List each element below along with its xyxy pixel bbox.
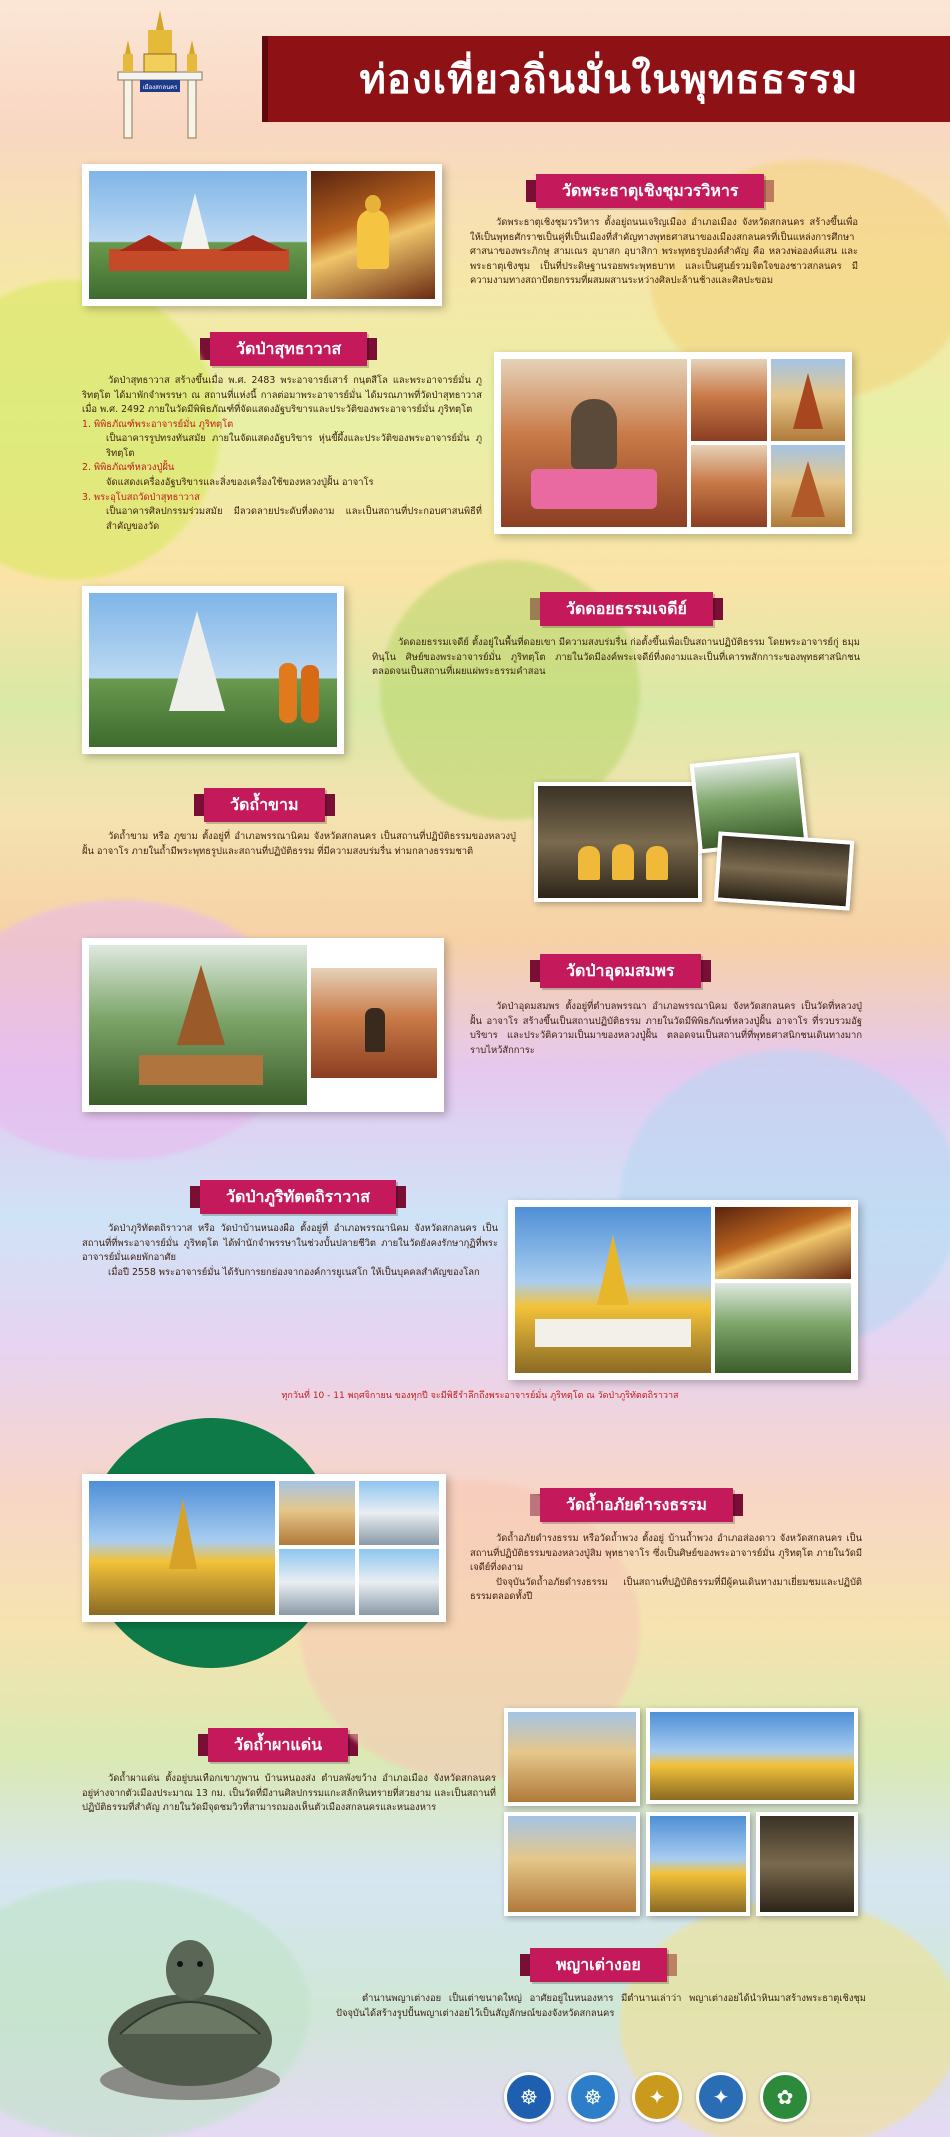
section-4-description: วัดถ้ำขาม หรือ ภูขาม ตั้งอยู่ที่ อำเภอพรรณานิคม จังหวัดสกลนคร เป็นสถานที่ปฏิบัติธรรมของหลวงปู่ฝั้น อาจาโร ภายในถ้ำมีพระพุทธรูปและสถานที่ปฏิบัติธรรม ที่มีความสงบร่มรื่น ท่ามกลางธรรมชาติ <box>82 831 516 857</box>
golden-chedi-photo <box>515 1207 711 1373</box>
cave-entrance-photo <box>714 831 855 910</box>
white-pagoda-photo <box>359 1481 439 1545</box>
section-label: วัดดอยธรรมเจดีย์ <box>540 592 713 626</box>
section-6-paragraph: วัดป่าภูริทัตตถิราวาส หรือ วัดป่าบ้านหนองผือ ตั้งอยู่ที่ อำเภอพรรณานิคม จังหวัดสกลนคร เป็นสถานที่ที่พระอาจารย์มั่น ภูริทตฺโต ได้พำนักจำพรรษาในช่วงบั้นปลายชีวิต ภายในวัดยังคงรักษากุฏิที่พระอาจารย์มั่นเคยพักอาศัย <box>82 1223 498 1264</box>
pagoda-steps-photo <box>89 945 307 1105</box>
reclining-buddha-photo <box>646 1812 750 1916</box>
list-item-text: เป็นอาคารรูปทรงทันสมัย ภายในจัดแสดงอัฐบริขาร หุ่นขี้ผึ้งและประวัติของพระอาจารย์มั่น ภูริทตฺโต <box>106 433 482 459</box>
list-item-label: 2. พิพิธภัณฑ์หลวงปู่ฝั้น <box>82 462 175 474</box>
section-7-photo-frame <box>82 1474 446 1622</box>
cave-shrine-photo <box>756 1812 858 1916</box>
section-2-paragraph: วัดป่าสุทธาวาส สร้างขึ้นเมื่อ พ.ศ. 2483 พระอาจารย์เสาร์ กนฺตสีโล และพระอาจารย์มั่น ภูริทตฺโต ได้มาพักจำพรรษา ณ สถานที่แห่งนี้ กาลต่อมาพระอาจารย์มั่น ได้มรณภาพที่วัดป่าสุทธาวาส เมื่อ พ.ศ. 2492 ภายในวัดมีพิพิธภัณฑ์ที่จัดแสดงอัฐบริขารและประวัติของพระอาจารย์มั่น ภูริทตฺโต <box>82 375 482 416</box>
section-7-description <box>470 1532 862 1605</box>
section-1-description: วัดพระธาตุเชิงชุมวรวิหาร ตั้งอยู่ถนนเจริญเมือง อำเภอเมือง จังหวัดสกลนคร สร้างขึ้นเพื่อให้เป็นพุทธศักราชเป็นคู่ที่เป็นเมืองที่สำคัญทางพุทธศาสนาของเมืองสกลนครที่เป็นแหล่งการศึกษาศาสนาของพระภิกษุ สามเณร อุบาสก อุบาสิกา พระพุทธรูปองค์สำคัญ คือ หลวงพ่อองค์แสน และพระธาตุเชิงชุม เป็นที่ประดิษฐานรอยพระพุทธบาท และเป็นศูนย์รวมจิตใจของชาวสกลนคร มีความงามทางสถาปัตยกรรมที่ผสมผสานระหว่างศิลปะล้านช้างและศิลปะขอม <box>470 217 858 287</box>
page-title-bar <box>262 36 950 122</box>
buddha-image-photo <box>311 171 435 299</box>
city-gate-illustration <box>110 10 210 140</box>
chedi-photo <box>771 359 845 441</box>
brick-tower-photo <box>279 1481 355 1545</box>
section-7-paragraph: ปัจจุบันวัดถ้ำอภัยดำรงธรรม เป็นสถานที่ปฏิบัติธรรมที่มีผู้คนเดินทางมาเยี่ยมชมและปฏิบัติธรรมตลอดทั้งปี <box>470 1576 862 1603</box>
section-3-photo-frame <box>82 586 344 754</box>
temple-stupa-photo <box>89 171 307 299</box>
section-6-photo-frame <box>508 1200 858 1380</box>
logo-5-icon: ✿ <box>760 2072 810 2122</box>
section-label: วัดถ้ำอภัยดำรงธรรม <box>540 1488 733 1522</box>
shrine-photo <box>771 445 845 527</box>
cave-buddha-photo <box>534 782 702 902</box>
list-item-text: เป็นอาคารศิลปกรรมร่วมสมัย มีลวดลายประดับที่งดงาม และเป็นสถานที่ประกอบศาสนพิธีที่สำคัญของวัด <box>106 506 482 532</box>
section-label: วัดป่าสุทธาวาส <box>210 332 367 366</box>
golden-chedi-2-photo <box>89 1481 275 1615</box>
ceremony-photo <box>715 1207 851 1279</box>
section-8-description: วัดถ้ำผาแด่น ตั้งอยู่บนเทือกเขาภูพาน บ้านหนองส่ง ตำบลพังขว้าง อำเภอเมือง จังหวัดสกลนคร อยู่ห่างจากตัวเมืองประมาณ 13 กม. เป็นวัดที่มีงานศิลปกรรมแกะสลักหินทรายที่สวยงาม และเป็นสถานที่ปฏิบัติธรรมที่สำคัญ ภายในวัดมีจุดชมวิวที่สามารถมองเห็นตัวเมืองสกลนครและหนองหาร <box>82 1773 496 1814</box>
kuti-hut-photo <box>715 1283 851 1373</box>
section-label: วัดถ้ำขาม <box>204 788 325 822</box>
gate-sign-text: เมืองสกลนคร <box>142 84 178 91</box>
section-7-paragraph: วัดถ้ำอภัยดำรงธรรม หรือวัดถ้ำพวง ตั้งอยู่ บ้านถ้ำพวง อำเภอส่องดาว จังหวัดสกลนคร เป็นสถานที่ปฏิบัติธรรมของหลวงปู่สิม พุทธาจาโร ซึ่งเป็นศิษย์ของพระอาจารย์มั่น ภูริทตฺโต ภายในวัดมีเจดีย์ที่งดงาม <box>470 1533 862 1574</box>
stupa-with-monks-photo <box>89 593 337 747</box>
commemoration-note: ทุกวันที่ 10 - 11 พฤศจิกายน ของทุกปี จะมีพิธีรำลึกถึงพระอาจารย์มั่น ภูริทตฺโต ณ วัดป่าภูริทัตตถิราวาส <box>281 1391 679 1401</box>
section-label: วัดป่าภูริทัตตถิราวาส <box>200 1180 396 1214</box>
section-5-photo-frame <box>82 938 444 1112</box>
carved-monk-photo <box>504 1708 640 1806</box>
logo-2-icon: ☸ <box>568 2072 618 2122</box>
sandstone-carving-photo <box>504 1812 640 1916</box>
section-3-description: วัดดอยธรรมเจดีย์ ตั้งอยู่ในพื้นที่ดอยเขา มีความสงบร่มรื่น ก่อตั้งขึ้นเพื่อเป็นสถานปฏิบัติธรรม โดยพระอาจารย์กู่ ธมฺมทินฺโน ศิษย์ของพระอาจารย์มั่น ภูริทตฺโต ภายในวัดมีองค์พระเจดีย์ที่งดงามและเป็นที่เคารพสักการะของพุทธศาสนิกชน ตลอดจนเป็นสถานที่เผยแผ่พระธรรมคำสอน <box>372 637 860 678</box>
section-2-photo-frame <box>494 352 852 534</box>
section-6-description <box>82 1222 498 1280</box>
logo-1-icon: ☸ <box>504 2072 554 2122</box>
hilltop-chedi-photo <box>646 1708 858 1804</box>
section-label: วัดป่าอุดมสมพร <box>540 954 701 988</box>
section-2-description <box>82 374 482 534</box>
section-label: วัดพระธาตุเชิงชุมวรวิหาร <box>536 174 764 208</box>
page-title: ท่องเที่ยวถิ่นมั่นในพุทธธรรม <box>359 56 859 103</box>
list-item-label: 1. พิพิธภัณฑ์พระอาจารย์มั่น ภูริทตฺโต <box>82 418 234 430</box>
white-shrine-photo <box>359 1549 439 1615</box>
section-5-description: วัดป่าอุดมสมพร ตั้งอยู่ที่ตำบลพรรณา อำเภอพรรณานิคม จังหวัดสกลนคร เป็นวัดที่หลวงปู่ฝั้น อาจาโร สร้างขึ้นเป็นสถานปฏิบัติธรรม ภายในวัดมีพิพิธภัณฑ์หลวงปู่ฝั้น อาจาโร ที่รวบรวมอัฐบริขาร และประวัติความเป็นมาของหลวงปู่ฝั้น ตลอดจนเป็นสถานที่ที่พุทธศาสนิกชนเดินทางมากราบไหว้สักการะ <box>470 1001 862 1056</box>
museum-interior-photo <box>311 968 437 1078</box>
logo-3-icon: ✦ <box>632 2072 682 2122</box>
hall-photo <box>691 445 767 527</box>
list-item-label: 3. พระอุโบสถวัดป่าสุทธาวาส <box>82 491 200 503</box>
section-label: พญาเต่างอย <box>530 1948 667 1982</box>
logo-4-icon: ✦ <box>696 2072 746 2122</box>
monk-statue-photo <box>501 359 687 527</box>
section-9-description: ตำนานพญาเต่างอย เป็นเต่าขนาดใหญ่ อาศัยอยู่ในหนองหาร มีตำนานเล่าว่า พญาเต่างอยได้นำหินมาสร้างพระธาตุเชิงชุม ปัจจุบันได้สร้างรูปปั้นพญาเต่างอยไว้เป็นสัญลักษณ์ของจังหวัดสกลนคร <box>336 1993 866 2019</box>
museum-sign-photo <box>691 359 767 441</box>
section-6-paragraph: เมื่อปี 2558 พระอาจารย์มั่น ได้รับการยกย่องจากองค์การยูเนสโก ให้เป็นบุคคลสำคัญของโลก <box>108 1266 480 1278</box>
list-item-text: จัดแสดงเครื่องอัฐบริขารและสิ่งของเครื่องใช้ของหลวงปู่ฝั้น อาจาโร <box>106 477 374 489</box>
section-1-photo-frame <box>82 164 442 306</box>
white-chedi-photo <box>279 1549 355 1615</box>
turtle-statue-illustration <box>80 1930 300 2110</box>
section-label: วัดถ้ำผาแด่น <box>208 1728 348 1762</box>
